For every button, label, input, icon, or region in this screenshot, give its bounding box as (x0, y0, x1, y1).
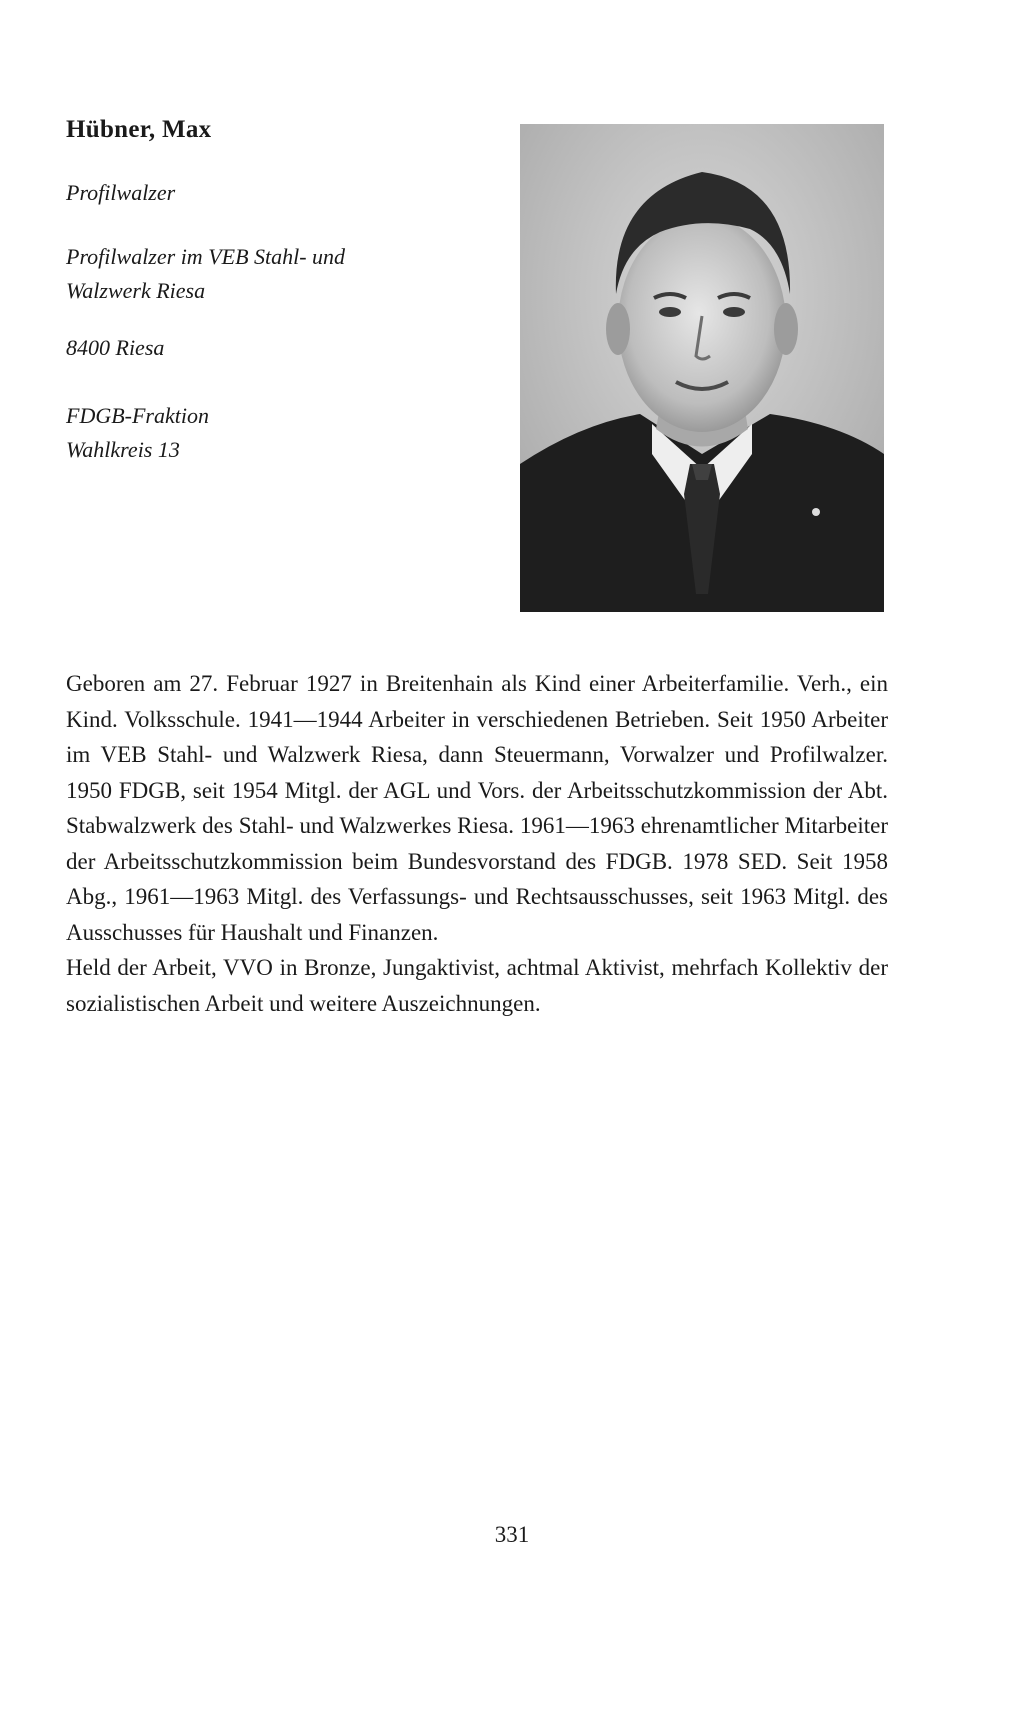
biography-paragraph: Held der Arbeit, VVO in Bronze, Jungaktivist, achtmal Aktivist, mehrfach Kollektiv der sozialistischen Arbeit und weitere Auszeichnungen. (66, 955, 888, 1016)
person-name: Hübner, Max (66, 116, 212, 143)
workplace-position (66, 240, 486, 308)
position-line: Profilwalzer im VEB Stahl- und (66, 244, 346, 269)
biography (66, 666, 888, 1021)
occupation (66, 176, 486, 210)
page-number: 331 (494, 1522, 530, 1547)
faction-line: FDGB-Fraktion (66, 403, 209, 428)
parliamentary-faction (66, 399, 486, 467)
faction-line: Wahlkreis 13 (66, 437, 180, 462)
biography-paragraph: Geboren am 27. Februar 1927 in Breitenhain als Kind einer Arbeiterfamilie. Verh., ein Kind. Volksschule. 1941—1944 Arbeiter in verschiedenen Betrieben. Seit 1950 Arbeiter im VEB Stahl- und Walzwerk Riesa, dann Steuermann, Vorwalzer und Profilwalzer. 1950 FDGB, seit 1954 Mitgl. der AGL und Vors. der Arbeitsschutzkommission der Abt. Stabwalzwerk des Stahl- und Walzwerkes Riesa. 1961—1963 ehrenamtlicher Mitarbeiter der Arbeitsschutzkommission beim Bundesvorstand des FDGB. 1978 SED. Seit 1958 Abg., 1961—1963 Mitgl. des Verfassungs- und Rechtsausschusses, seit 1963 Mitgl. des Ausschusses für Haushalt und Finanzen. (66, 671, 888, 945)
address-text: 8400 Riesa (66, 335, 165, 360)
address (66, 331, 486, 365)
occupation-text: Profilwalzer (66, 180, 176, 205)
position-line: Walzwerk Riesa (66, 278, 206, 303)
portrait-photo (520, 124, 884, 612)
